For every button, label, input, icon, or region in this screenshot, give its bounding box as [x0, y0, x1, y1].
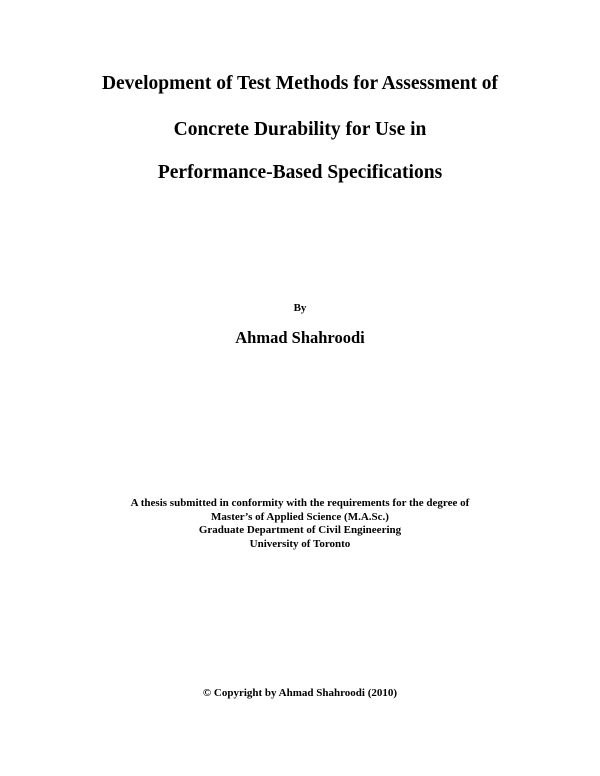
thesis-statement [0, 497, 600, 551]
thesis-line-3: Graduate Department of Civil Engineering [198, 524, 402, 536]
title-line-3: Performance-Based Specifications [157, 162, 443, 183]
by-label: By [293, 302, 307, 314]
copyright-notice: © Copyright by Ahmad Shahroodi (2010) [202, 687, 398, 699]
thesis-line-4: University of Toronto [249, 537, 351, 550]
author-name: Ahmad Shahroodi [235, 328, 365, 347]
thesis-line-1: A thesis submitted in conformity with the requirements for the degree of [130, 497, 470, 509]
title-line-2: Concrete Durability for Use in [173, 119, 427, 140]
title-line-1: Development of Test Methods for Assessment of [101, 73, 499, 94]
thesis-line-2: Master’s of Applied Science (M.A.Sc.) [211, 510, 389, 523]
